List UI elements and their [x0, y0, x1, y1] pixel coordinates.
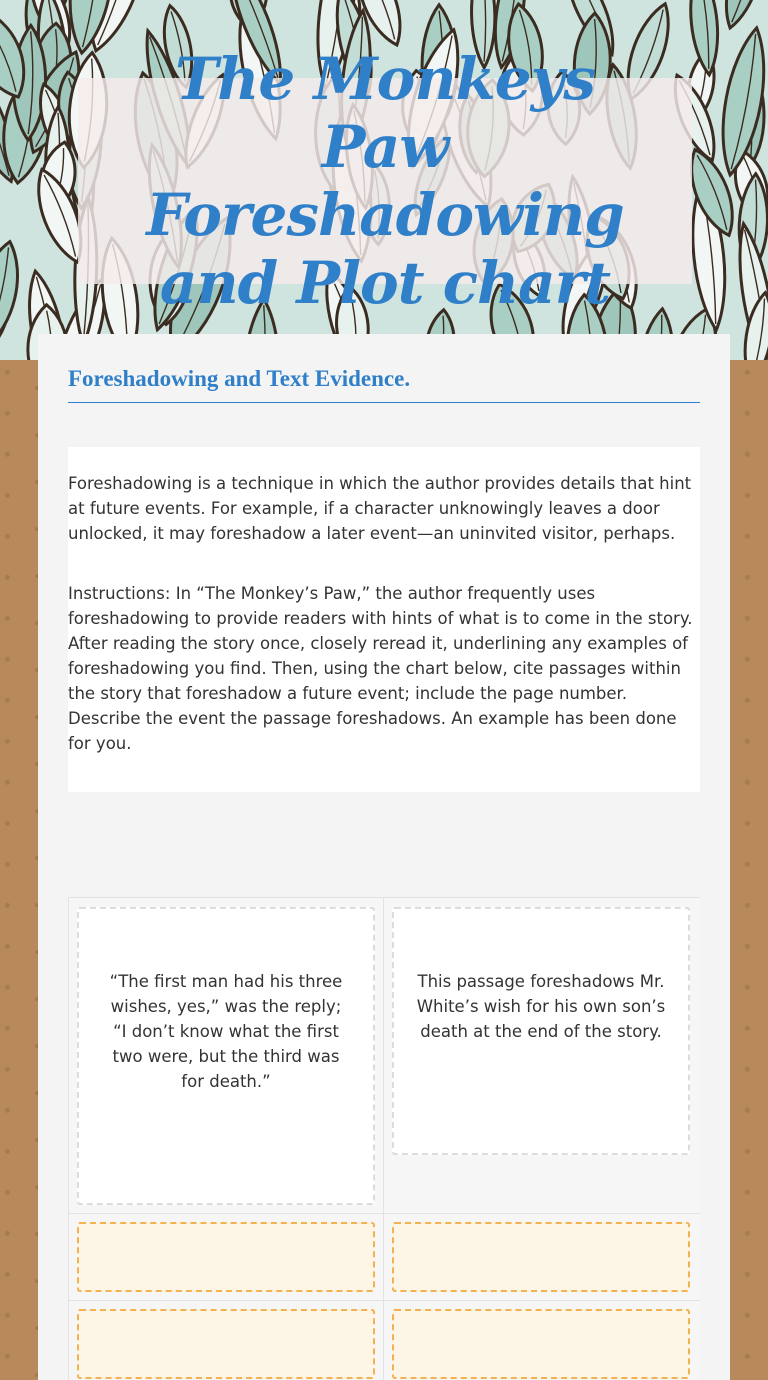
example-passage-text: “The first man had his three wishes, yes,” was the reply; “I don’t know what the first two were, but the third was for death.” — [109, 972, 343, 1091]
chart-cell-event-example — [384, 898, 700, 1214]
passage-answer-field[interactable] — [77, 1309, 375, 1379]
leaf-shape — [686, 0, 722, 76]
example-event-text: This passage foreshadows Mr. White’s wish for his own son’s death at the end of the story. — [416, 972, 666, 1041]
chart-cell-event-2 — [384, 1214, 700, 1301]
passage-answer-field[interactable] — [77, 1222, 375, 1292]
chart-cell-passage-3 — [69, 1301, 384, 1380]
leaf-shape — [717, 0, 768, 32]
section-heading: Foreshadowing and Text Evidence. — [68, 366, 700, 403]
instructions-text: Instructions: In “The Monkey’s Paw,” the author frequently uses foreshadowing to provide readers with hints of what is to come in the story. After reading the story once, closely reread it, underlining any examples of foreshadowing you find. Then, using the chart below, cite passages within the story that foreshadow a future event; include the page number. Describe the event the passage foreshadows. An example has been done for you. — [68, 584, 693, 753]
event-answer-field[interactable] — [392, 1222, 690, 1292]
worksheet-sheet — [38, 334, 730, 1380]
leaf-shape — [0, 238, 27, 352]
chart-cell-event-3 — [384, 1301, 700, 1380]
definition-text: Foreshadowing is a technique in which the author provides details that hint at future events. For example, if a character unknowingly leaves a door unlocked, it may foreshadow a later event—an uninvited visitor, perhaps. — [68, 474, 692, 543]
example-passage-card — [77, 907, 375, 1205]
chart-cell-passage-2 — [69, 1214, 384, 1301]
event-answer-field[interactable] — [392, 1309, 690, 1379]
title-panel — [78, 45, 692, 317]
instructions-box — [68, 447, 700, 792]
foreshadowing-chart — [68, 897, 700, 1380]
chart-cell-passage-example — [69, 898, 384, 1214]
example-event-card — [392, 907, 690, 1155]
page-title: The Monkeys Paw Foreshadowing and Plot chart — [146, 45, 624, 317]
leaf-shape — [713, 25, 768, 178]
